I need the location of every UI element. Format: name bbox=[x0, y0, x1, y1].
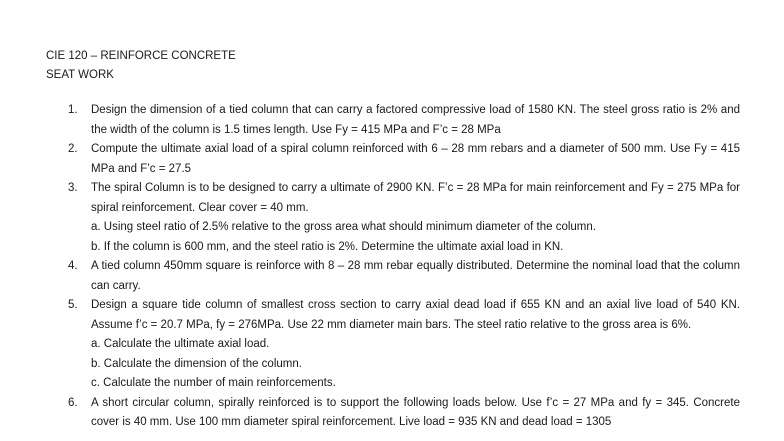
problem-item-4 bbox=[68, 257, 740, 296]
problem-text: A tied column 450mm square is reinforce with 8 – 28 mm rebar equally distributed. Determine the nominal load that the column can carry. bbox=[91, 260, 740, 292]
problem-subpart: a. Using steel ratio of 2.5% relative to the gross area what should minimum diameter of the column. bbox=[91, 221, 596, 233]
problem-item-2 bbox=[68, 140, 740, 179]
course-title: CIE 120 – REINFORCE CONCRETE bbox=[46, 50, 236, 62]
problem-text: Compute the ultimate axial load of a spiral column reinforced with 6 – 28 mm rebars and a diameter of 500 mm. Use Fy = 415 MPa and F’c = 27.5 bbox=[91, 143, 740, 175]
problem-text: A short circular column, spirally reinforced is to support the following loads below. Use f’c = 27 MPa and fy = 345. Concrete cover is 40 mm. Use 100 mm diameter spiral reinforcement. Live load = 935 KN and dead load = 1305 bbox=[91, 396, 740, 428]
problem-text: Design a square tide column of smallest cross section to carry axial dead load if 655 KN and an axial live load of 540 KN. Assume f’c = 20.7 MPa, fy = 276MPa. Use 22 mm diameter main bars. The steel ratio relative to the gross area is 6%. bbox=[91, 299, 740, 331]
problem-list bbox=[68, 101, 740, 433]
problem-subpart: c. Calculate the number of main reinforcements. bbox=[91, 377, 336, 389]
document-subtitle: SEAT WORK bbox=[46, 69, 114, 81]
problem-text: Design the dimension of a tied column that can carry a factored compressive load of 1580 KN. The steel gross ratio is 2% and the width of the column is 1.5 times length. Use Fy = 415 MPa and F’c = 28 MPa bbox=[91, 104, 740, 136]
problem-subpart: b. If the column is 600 mm, and the steel ratio is 2%. Determine the ultimate axial load in KN. bbox=[91, 240, 564, 253]
problem-number: 1. bbox=[68, 104, 78, 116]
problem-number: 3. bbox=[68, 182, 78, 194]
problem-item-6 bbox=[68, 394, 740, 433]
problem-item-5 bbox=[68, 296, 740, 394]
problem-number: 2. bbox=[68, 143, 78, 155]
problem-text: The spiral Column is to be designed to carry a ultimate of 2900 KN. F’c = 28 MPa for main reinforcement and Fy = 275 MPa for spiral reinforcement. Clear cover = 40 mm. bbox=[91, 182, 740, 214]
problem-number: 5. bbox=[68, 299, 78, 311]
problem-item-1 bbox=[68, 101, 740, 140]
problem-number: 4. bbox=[68, 260, 78, 272]
document-header bbox=[46, 47, 236, 85]
problem-subpart: b. Calculate the dimension of the column. bbox=[91, 357, 302, 370]
problem-item-3 bbox=[68, 179, 740, 257]
problem-number: 6. bbox=[68, 396, 78, 409]
problem-subpart: a. Calculate the ultimate axial load. bbox=[91, 338, 270, 350]
